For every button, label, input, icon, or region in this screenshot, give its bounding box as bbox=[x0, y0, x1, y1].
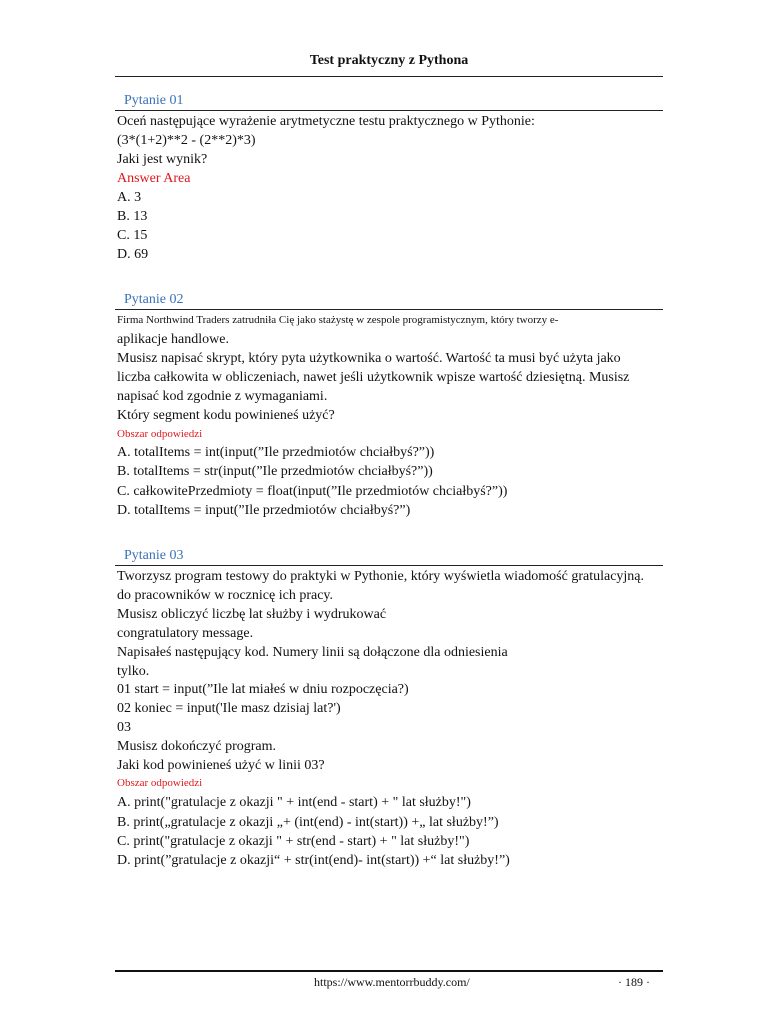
answer-option-b: B. totalItems = str(input(”Ile przedmiotów chciałbyś?”)) bbox=[117, 464, 433, 479]
page-number: · 189 · bbox=[618, 975, 650, 989]
question-2-title: Pytanie 02 bbox=[124, 292, 184, 307]
question-2-text: Który segment kodu powinieneś użyć? bbox=[117, 408, 335, 423]
question-2-text: napisać kod zgodnie z wymaganiami. bbox=[117, 389, 328, 404]
question-3-title: Pytanie 03 bbox=[124, 548, 184, 563]
question-1-title: Pytanie 01 bbox=[124, 93, 184, 108]
answer-area-label: Obszar odpowiedzi bbox=[117, 777, 203, 789]
code-line-02: 02 koniec = input('Ile masz dzisiaj lat?') bbox=[117, 701, 341, 716]
answer-area-label: Obszar odpowiedzi bbox=[117, 428, 203, 440]
answer-option-b: B. 13 bbox=[117, 209, 148, 224]
question-3-text: Musisz dokończyć program. bbox=[117, 739, 277, 754]
header-divider bbox=[115, 76, 663, 77]
code-line-01: 01 start = input(”Ile lat miałeś w dniu rozpoczęcia?) bbox=[117, 682, 409, 697]
footer-divider bbox=[115, 970, 663, 972]
answer-option-d: D. 69 bbox=[117, 247, 149, 262]
question-1-text: Oceń następujące wyrażenie arytmetyczne testu praktycznego w Pythonie: bbox=[117, 114, 535, 129]
answer-option-a: A. print("gratulacje z okazji " + int(end - start) + " lat służby!") bbox=[117, 795, 471, 810]
answer-option-a: A. 3 bbox=[117, 190, 142, 205]
question-3-text: Jaki kod powinieneś użyć w linii 03? bbox=[117, 758, 325, 773]
question-3-text: tylko. bbox=[117, 664, 150, 679]
answer-option-a: A. totalItems = int(input(”Ile przedmiotów chciałbyś?”)) bbox=[117, 445, 435, 460]
question-1-text: Jaki jest wynik? bbox=[117, 152, 208, 167]
question-1-header bbox=[115, 94, 663, 111]
answer-option-c: C. print("gratulacje z okazji " + str(end - start) + " lat służby!") bbox=[117, 834, 470, 849]
answer-option-d: D. print(”gratulacje z okazji“ + str(int(end)- int(start)) +“ lat służby!”) bbox=[117, 853, 510, 868]
answer-area-label: Answer Area bbox=[117, 171, 191, 186]
question-1-text: (3*(1+2)**2 - (2**2)*3) bbox=[117, 133, 256, 148]
question-3-header bbox=[115, 549, 663, 566]
answer-option-c: C. 15 bbox=[117, 228, 148, 243]
question-3-text: Tworzysz program testowy do praktyki w Pythonie, który wyświetla wiadomość gratulacyjną. bbox=[117, 569, 645, 584]
question-2-text: aplikacje handlowe. bbox=[117, 332, 229, 347]
question-3-text: Musisz obliczyć liczbę lat służby i wydrukować bbox=[117, 607, 387, 622]
question-2-text: Musisz napisać skrypt, który pyta użytkownika o wartość. Wartość ta musi być użyta jako bbox=[117, 351, 621, 366]
answer-option-c: C. całkowitePrzedmioty = float(input(”Ile przedmiotów chciałbyś?”)) bbox=[117, 484, 508, 499]
answer-option-d: D. totalItems = input(”Ile przedmiotów chciałbyś?”) bbox=[117, 503, 411, 518]
code-line-03: 03 bbox=[117, 720, 131, 735]
page-title: Test praktyczny z Pythona bbox=[309, 53, 469, 68]
question-2-text: liczba całkowita w obliczeniach, nawet jeśli użytkownik wpisze wartość dziesiętną. Musisz bbox=[117, 370, 630, 385]
question-2-text: Firma Northwind Traders zatrudniła Cię jako stażystę w zespole programistycznym, który tworzy e- bbox=[117, 314, 559, 326]
answer-option-b: B. print(„gratulacje z okazji „+ (int(end) - int(start)) +„ lat służby!”) bbox=[117, 815, 499, 830]
question-3-text: do pracowników w rocznicę ich pracy. bbox=[117, 588, 334, 603]
question-2-header bbox=[115, 293, 663, 310]
question-3-text: Napisałeś następujący kod. Numery linii są dołączone dla odniesienia bbox=[117, 645, 508, 660]
footer-url: https://www.mentorrbuddy.com/ bbox=[314, 975, 470, 989]
question-3-text: congratulatory message. bbox=[117, 626, 254, 641]
